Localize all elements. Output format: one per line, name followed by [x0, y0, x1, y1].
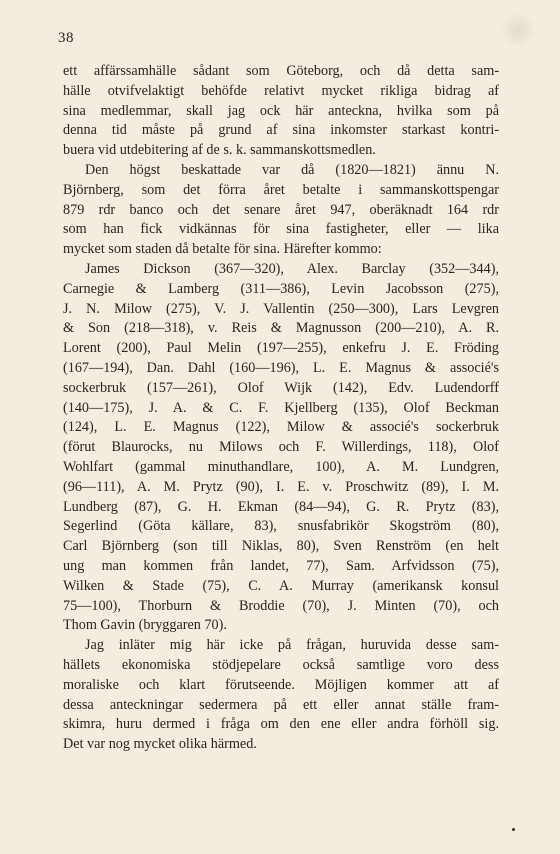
- page-number: 38: [58, 30, 74, 46]
- text-line: (124), L. E. Magnus (122), Milow & associé's sockerbruk: [63, 419, 499, 436]
- text-line: Carl Björnberg (son till Niklas, 80), Sven Renström (en helt: [63, 538, 499, 555]
- text-line: & Son (218—318), v. Reis & Magnusson (200—210), A. R.: [63, 320, 499, 337]
- text-line: Wohlfart (gammal minuthandlare, 100), A. M. Lundgren,: [63, 458, 499, 475]
- text-line: Wilken & Stade (75), C. A. Murray (amerikansk konsul: [63, 577, 499, 594]
- text-line: Det var nog mycket olika härmed.: [63, 736, 257, 753]
- text-line: (förut Blaurocks, nu Milows och F. Willerdings, 118), Olof: [63, 439, 499, 456]
- text-line: mycket som staden då betalte för sina. Härefter kommo:: [63, 241, 382, 258]
- paper-speck: [512, 828, 515, 831]
- text-line: sockerbruk (157—261), Olof Wijk (142), Edv. Ludendorff: [63, 379, 499, 396]
- text-line: ung man kommen från landet, 77), Sam. Arfvidsson (75),: [63, 557, 499, 574]
- text-line: Lorent (200), Paul Melin (197—255), enkefru J. E. Fröding: [63, 340, 499, 357]
- text-line: Den högst beskattade var då (1820—1821) ännu N.: [85, 161, 499, 178]
- text-line: sina medlemmar, skall jag ock här anteckna, hvilka som på: [63, 102, 499, 119]
- text-line: Björnberg, som det förra året betalte i sammanskottspengar: [63, 181, 499, 198]
- text-line: moraliske och klart förutseende. Möjligen kommer att af: [63, 676, 499, 693]
- text-line: (140—175), J. A. & C. F. Kjellberg (135), Olof Beckman: [63, 399, 499, 416]
- text-line: skimra, huru dermed i fråga om den ene eller andra förhöll sig.: [63, 716, 499, 733]
- text-line: hälle otvifvelaktigt behöfde relativt mycket rikliga bidrag af: [63, 82, 499, 99]
- text-line: J. N. Milow (275), V. J. Vallentin (250—300), Lars Levgren: [63, 300, 499, 317]
- text-line: Lundberg (87), G. H. Ekman (84—94), G. R. Prytz (83),: [63, 498, 499, 515]
- text-line: som han fick vidkännas för sina fastigheter, eller — lika: [63, 221, 499, 238]
- text-line: Carnegie & Lamberg (311—386), Levin Jacobsson (275),: [63, 280, 499, 297]
- text-line: (96—111), A. M. Prytz (90), I. E. v. Proschwitz (89), I. M.: [63, 478, 499, 495]
- text-line: buera vid utdebitering af de s. k. sammanskottsmedlen.: [63, 142, 376, 159]
- text-line: 75—100), Thorburn & Broddie (70), J. Minten (70), och: [63, 597, 499, 614]
- text-line: 879 rdr banco och det senare året 947, oberäknadt 164 rdr: [63, 201, 499, 218]
- body-text: [63, 62, 499, 755]
- text-line: Segerlind (Göta källare, 83), snusfabrikör Skogström (80),: [63, 518, 499, 535]
- text-line: James Dickson (367—320), Alex. Barclay (352—344),: [85, 260, 499, 277]
- paper-stain: [500, 12, 536, 48]
- text-line: Thom Gavin (bryggaren 70).: [63, 617, 227, 634]
- text-line: ett affärssamhälle sådant som Göteborg, och då detta sam-: [63, 63, 499, 79]
- text-line: (167—194), Dan. Dahl (160—196), L. E. Magnus & associé's: [63, 359, 499, 376]
- text-line: dessa anteckningar sedermera på ett eller annat ställe fram-: [63, 696, 499, 713]
- text-line: Jag inläter mig här icke på frågan, huruvida desse sam-: [85, 637, 499, 654]
- text-line: denna tid måste på grund af sina inkomster starkast kontri-: [63, 122, 499, 139]
- text-line: hällets ekonomiska stödjepelare också samtlige voro dess: [63, 656, 499, 673]
